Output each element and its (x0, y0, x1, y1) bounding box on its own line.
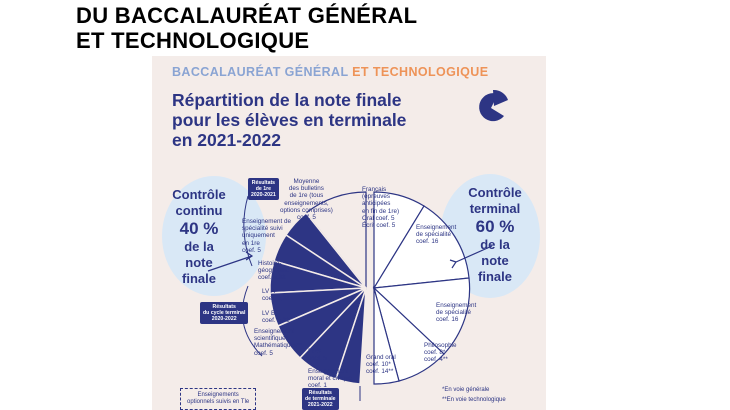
label-histoire-geo-text: Histoire- géographie (258, 260, 290, 275)
title-line-3: en 2021-2022 (172, 130, 281, 150)
optional-courses-box: Enseignements optionnels suivis en Tle (180, 388, 256, 410)
badge-results-cycle: Résultats du cycle terminal 2020-2022 (200, 302, 248, 324)
right-block-percent: 60 % (475, 217, 515, 236)
label-specialite-1re-coef: coef. 5 (242, 246, 261, 254)
label-eps (308, 348, 327, 362)
label-philosophie-text: Philosophie (424, 342, 457, 349)
label-emc-coef: coef. 1 (308, 382, 327, 390)
label-ens-scientifique-text: Enseignement scientifique* Mathématiques** (254, 328, 302, 350)
label-emc-text: Enseignement moral et civique (308, 368, 353, 383)
label-francais (362, 186, 399, 229)
label-grand-oral-coef: coef. 10* coef. 14** (366, 361, 394, 376)
left-control-block (164, 187, 234, 287)
label-eps-text: EPS (308, 348, 321, 355)
bac-title-techno: ET TECHNOLOGIQUE (352, 65, 489, 79)
label-specialite-2 (436, 302, 476, 324)
label-grand-oral-text: Grand oral (366, 354, 396, 361)
note-voie-techno: **En voie technologique (442, 397, 506, 403)
infographic-poster (152, 56, 546, 410)
label-specialite-2-coef: coef. 16 (436, 316, 459, 324)
label-histoire-geo (258, 260, 290, 282)
badge-results-1re: Résultats de 1re 2020-2021 (248, 178, 279, 200)
label-lva-text: LV A (262, 288, 275, 295)
title-line-1: Répartition de la note finale (172, 90, 402, 110)
left-block-line-2: continu (175, 203, 223, 218)
pie-logo-icon (479, 90, 508, 121)
left-block-line-4: note (185, 255, 213, 270)
label-specialite-2-text: Enseignement de spécialité (436, 302, 477, 317)
bac-title-general: BACCALAURÉAT GÉNÉRAL (172, 65, 349, 79)
label-specialite-1re (242, 218, 291, 254)
heading-line-1: DU BACCALAURÉAT GÉNÉRAL (76, 3, 418, 28)
label-specialite-1 (416, 224, 456, 246)
label-lvb-text: LV B (262, 310, 276, 317)
label-specialite-1-text: Enseignement de spécialité (416, 224, 457, 239)
left-block-line-5: finale (182, 271, 216, 286)
right-block-line-1: Contrôle (468, 185, 522, 200)
page-heading (76, 3, 417, 53)
label-lvb-coef: coef. 6,33 (262, 317, 290, 325)
label-ens-scientifique-coef: coef. 5 (254, 349, 273, 357)
label-bulletins-text: Moyenne des bulletins de 1re (tous enseignements, options comprises) (280, 178, 333, 214)
right-block-line-5: finale (478, 269, 512, 284)
label-eps-coef: coef. 5 (308, 355, 327, 363)
title-line-2: pour les élèves en terminale (172, 110, 407, 130)
label-emc (308, 368, 352, 390)
label-ens-scientifique (254, 328, 302, 357)
label-bulletins-coef: coef. 5 (296, 214, 316, 222)
right-block-line-3: de la (480, 237, 510, 252)
left-block-line-1: Contrôle (172, 187, 226, 202)
label-philosophie (424, 342, 457, 364)
label-francais-text: Français (épreuves anticipées en fin de 1re) Oral coef. 5 Écrit coef. 5 (362, 186, 400, 230)
label-specialite-1re-text: Enseignement de spécialité suivi uniquement en 1re (242, 218, 292, 247)
label-specialite-1-coef: coef. 16 (416, 238, 439, 246)
heading-line-2: ET TECHNOLOGIQUE (76, 28, 310, 53)
right-control-block (460, 185, 530, 285)
label-lva (262, 288, 290, 302)
note-voie-generale: *En voie générale (442, 387, 490, 393)
label-bulletins (280, 178, 333, 221)
left-block-line-3: de la (184, 239, 214, 254)
right-block-line-4: note (481, 253, 509, 268)
badge-results-terminale: Résultats de terminale 2021-2022 (302, 388, 339, 410)
label-philosophie-coef: coef. 8* coef. 4** (424, 349, 448, 364)
label-lva-coef: coef. 6,33 (262, 295, 290, 303)
label-histoire-geo-coef: coef. 6,33 (258, 274, 286, 282)
label-lvb (262, 310, 290, 324)
left-block-percent: 40 % (179, 219, 219, 238)
label-grand-oral (366, 354, 396, 376)
right-block-line-2: terminal (469, 201, 521, 216)
